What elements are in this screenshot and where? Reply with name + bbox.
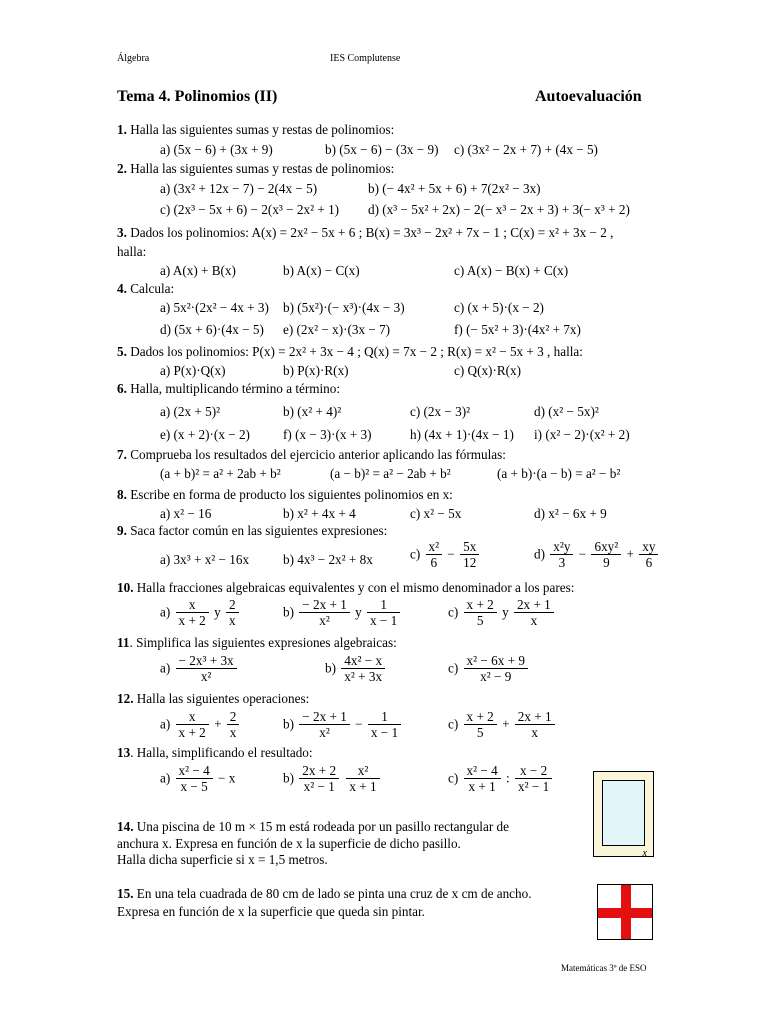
question-14-line-3: Halla dicha superficie si x = 1,5 metros. bbox=[117, 852, 328, 867]
q4-c: c) (x + 5)·(x − 2) bbox=[454, 300, 544, 315]
footer: Matemáticas 3º de ESO bbox=[561, 963, 647, 973]
q10-c: c) $\frac{x + 2}{5}$ y $\frac{2x + 1}{x}$ bbox=[448, 597, 556, 628]
page-subtitle: Autoevaluación bbox=[535, 88, 642, 105]
question-1: 1. Halla las siguientes sumas y restas de polinomios: bbox=[117, 122, 395, 137]
cross-horizontal-band bbox=[598, 908, 652, 918]
q9-b: b) 4x³ − 2x² + 8x bbox=[283, 552, 373, 567]
q4-d: d) (5x + 6)·(4x − 5) bbox=[160, 322, 264, 337]
q9-d: d) $\frac{\text{x²y}}{3}$ − $\frac{\text{6xy²}}{9}$ + $\frac{xy}{6}$ bbox=[534, 539, 660, 570]
q6-c: c) (2x − 3)² bbox=[410, 404, 471, 419]
q5-a: a) P(x)·Q(x) bbox=[160, 363, 226, 378]
question-14-line-2: anchura x. Expresa en función de x la superficie de dicho pasillo. bbox=[117, 836, 461, 851]
cross-cloth-diagram bbox=[597, 884, 653, 940]
q7-formula-2: (a − b)² = a² − 2ab + b² bbox=[330, 466, 451, 481]
q7-formula-3: (a + b)·(a − b) = a² − b² bbox=[497, 466, 621, 481]
q6-h: h) (4x + 1)·(4x − 1) bbox=[410, 427, 514, 442]
question-8: 8. Escribe en forma de producto los siguientes polinomios en x: bbox=[117, 487, 453, 502]
q2-c: c) (2x³ − 5x + 6) − 2(x³ − 2x² + 1) bbox=[160, 202, 340, 217]
q13-c: c) $\frac{\text{x² − 4}}{x + 1}$ : $\frac{x - 2}{\text{x² − 1}}$ bbox=[448, 763, 554, 794]
q12-c: c) $\frac{x + 2}{5}$ + $\frac{2x + 1}{x}$ bbox=[448, 709, 557, 740]
q10-a: a) $\frac{x}{x + 2}$ y $\frac{2}{x}$ bbox=[160, 597, 241, 628]
q4-e: e) (2x² − x)·(3x − 7) bbox=[283, 322, 391, 337]
q2-b: b) (− 4x² + 5x + 6) + 7(2x² − 3x) bbox=[368, 181, 541, 196]
q8-a: a) x² − 16 bbox=[160, 506, 212, 521]
question-14: 14. Una piscina de 10 m × 15 m está rodeada por un pasillo rectangular de bbox=[117, 819, 509, 834]
q1-a: a) (5x − 6) + (3x + 9) bbox=[160, 142, 273, 157]
question-12: 12. Halla las siguientes operaciones: bbox=[117, 691, 310, 706]
q2-d: d) (x³ − 5x² + 2x) − 2(− x³ − 2x + 3) + 3(− x³ + 2) bbox=[368, 202, 630, 217]
q13-b: b) $\frac{2x + 2}{\text{x² − 1}}$ $\frac{\text{x²}}{x + 1}$ bbox=[283, 763, 382, 794]
q7-formula-1: (a + b)² = a² + 2ab + b² bbox=[160, 466, 281, 481]
q6-b: b) (x² + 4)² bbox=[283, 404, 342, 419]
q6-i: i) (x² − 2)·(x² + 2) bbox=[534, 427, 630, 442]
q11-b: b) $\frac{\text{4x² − x}}{\text{x² + 3x}}$ bbox=[325, 653, 387, 684]
q3-b: b) A(x) − C(x) bbox=[283, 263, 360, 278]
header-subject: Álgebra bbox=[117, 53, 150, 64]
q6-f: f) (x − 3)·(x + 3) bbox=[283, 427, 372, 442]
question-7: 7. Comprueba los resultados del ejercicio anterior aplicando las fórmulas: bbox=[117, 447, 506, 462]
q9-a: a) 3x³ + x² − 16x bbox=[160, 552, 250, 567]
q1-c: c) (3x² − 2x + 7) + (4x − 5) bbox=[454, 142, 598, 157]
q2-a: a) (3x² + 12x − 7) − 2(4x − 5) bbox=[160, 181, 318, 196]
q11-c: c) $\frac{\text{x² − 6x + 9}}{\text{x² − 9}}$ bbox=[448, 653, 530, 684]
q8-d: d) x² − 6x + 9 bbox=[534, 506, 607, 521]
q8-b: b) x² + 4x + 4 bbox=[283, 506, 356, 521]
question-6: 6. Halla, multiplicando término a término: bbox=[117, 381, 341, 396]
question-10: 10. Halla fracciones algebraicas equivalentes y con el mismo denominador a los pares: bbox=[117, 580, 575, 595]
question-3-cont: halla: bbox=[117, 244, 147, 259]
question-9: 9. Saca factor común en las siguientes expresiones: bbox=[117, 523, 388, 538]
q5-b: b) P(x)·R(x) bbox=[283, 363, 349, 378]
q3-c: c) A(x) − B(x) + C(x) bbox=[454, 263, 569, 278]
q6-a: a) (2x + 5)² bbox=[160, 404, 221, 419]
q12-b: b) $\frac{- 2x + 1}{\text{x²}}$ − $\frac{1}{x - 1}$ bbox=[283, 709, 403, 740]
page-title: Tema 4. Polinomios (II) bbox=[117, 88, 278, 105]
question-15-line-2: Expresa en función de x la superficie que queda sin pintar. bbox=[117, 904, 425, 919]
q1-b: b) (5x − 6) − (3x − 9) bbox=[325, 142, 439, 157]
q9-c: c) $\frac{\text{x²}}{6}$ − $\frac{5x}{12}$ bbox=[410, 539, 481, 570]
q13-a: a) $\frac{\text{x² − 4}}{x - 5}$ − x bbox=[160, 763, 236, 794]
q4-a: a) 5x²·(2x² − 4x + 3) bbox=[160, 300, 269, 315]
question-2: 2. Halla las siguientes sumas y restas de polinomios: bbox=[117, 161, 395, 176]
pool-diagram bbox=[593, 771, 654, 857]
question-5: 5. Dados los polinomios: P(x) = 2x² + 3x − 4 ; Q(x) = 7x − 2 ; R(x) = x² − 5x + 3 , halla: bbox=[117, 344, 583, 359]
q6-e: e) (x + 2)·(x − 2) bbox=[160, 427, 250, 442]
header-school: IES Complutense bbox=[330, 53, 401, 64]
q8-c: c) x² − 5x bbox=[410, 506, 462, 521]
q10-b: b) $\frac{- 2x + 1}{\text{x²}}$ y $\frac{1}{x - 1}$ bbox=[283, 597, 402, 628]
question-4: 4. Calcula: bbox=[117, 281, 175, 296]
q4-b: b) (5x²)·(− x³)·(4x − 3) bbox=[283, 300, 405, 315]
q6-d: d) (x² − 5x)² bbox=[534, 404, 599, 419]
pool-water bbox=[602, 780, 645, 846]
question-15: 15. En una tela cuadrada de 80 cm de lado se pinta una cruz de x cm de ancho. bbox=[117, 886, 532, 901]
q12-a: a) $\frac{x}{x + 2}$ + $\frac{2}{x}$ bbox=[160, 709, 241, 740]
q5-c: c) Q(x)·R(x) bbox=[454, 363, 522, 378]
question-13: 13. Halla, simplificando el resultado: bbox=[117, 745, 313, 760]
question-3: 3. Dados los polinomios: A(x) = 2x² − 5x + 6 ; B(x) = 3x³ − 2x² + 7x − 1 ; C(x) = x² + 3x − 2 , bbox=[117, 225, 614, 240]
q3-a: a) A(x) + B(x) bbox=[160, 263, 236, 278]
q4-f: f) (− 5x² + 3)·(4x² + 7x) bbox=[454, 322, 581, 337]
pool-width-label: x bbox=[642, 848, 647, 859]
q11-a: a) $\frac{\text{− 2x³ + 3x}}{\text{x²}}$ bbox=[160, 653, 239, 684]
question-11: 11. Simplifica las siguientes expresiones algebraicas: bbox=[117, 635, 397, 650]
